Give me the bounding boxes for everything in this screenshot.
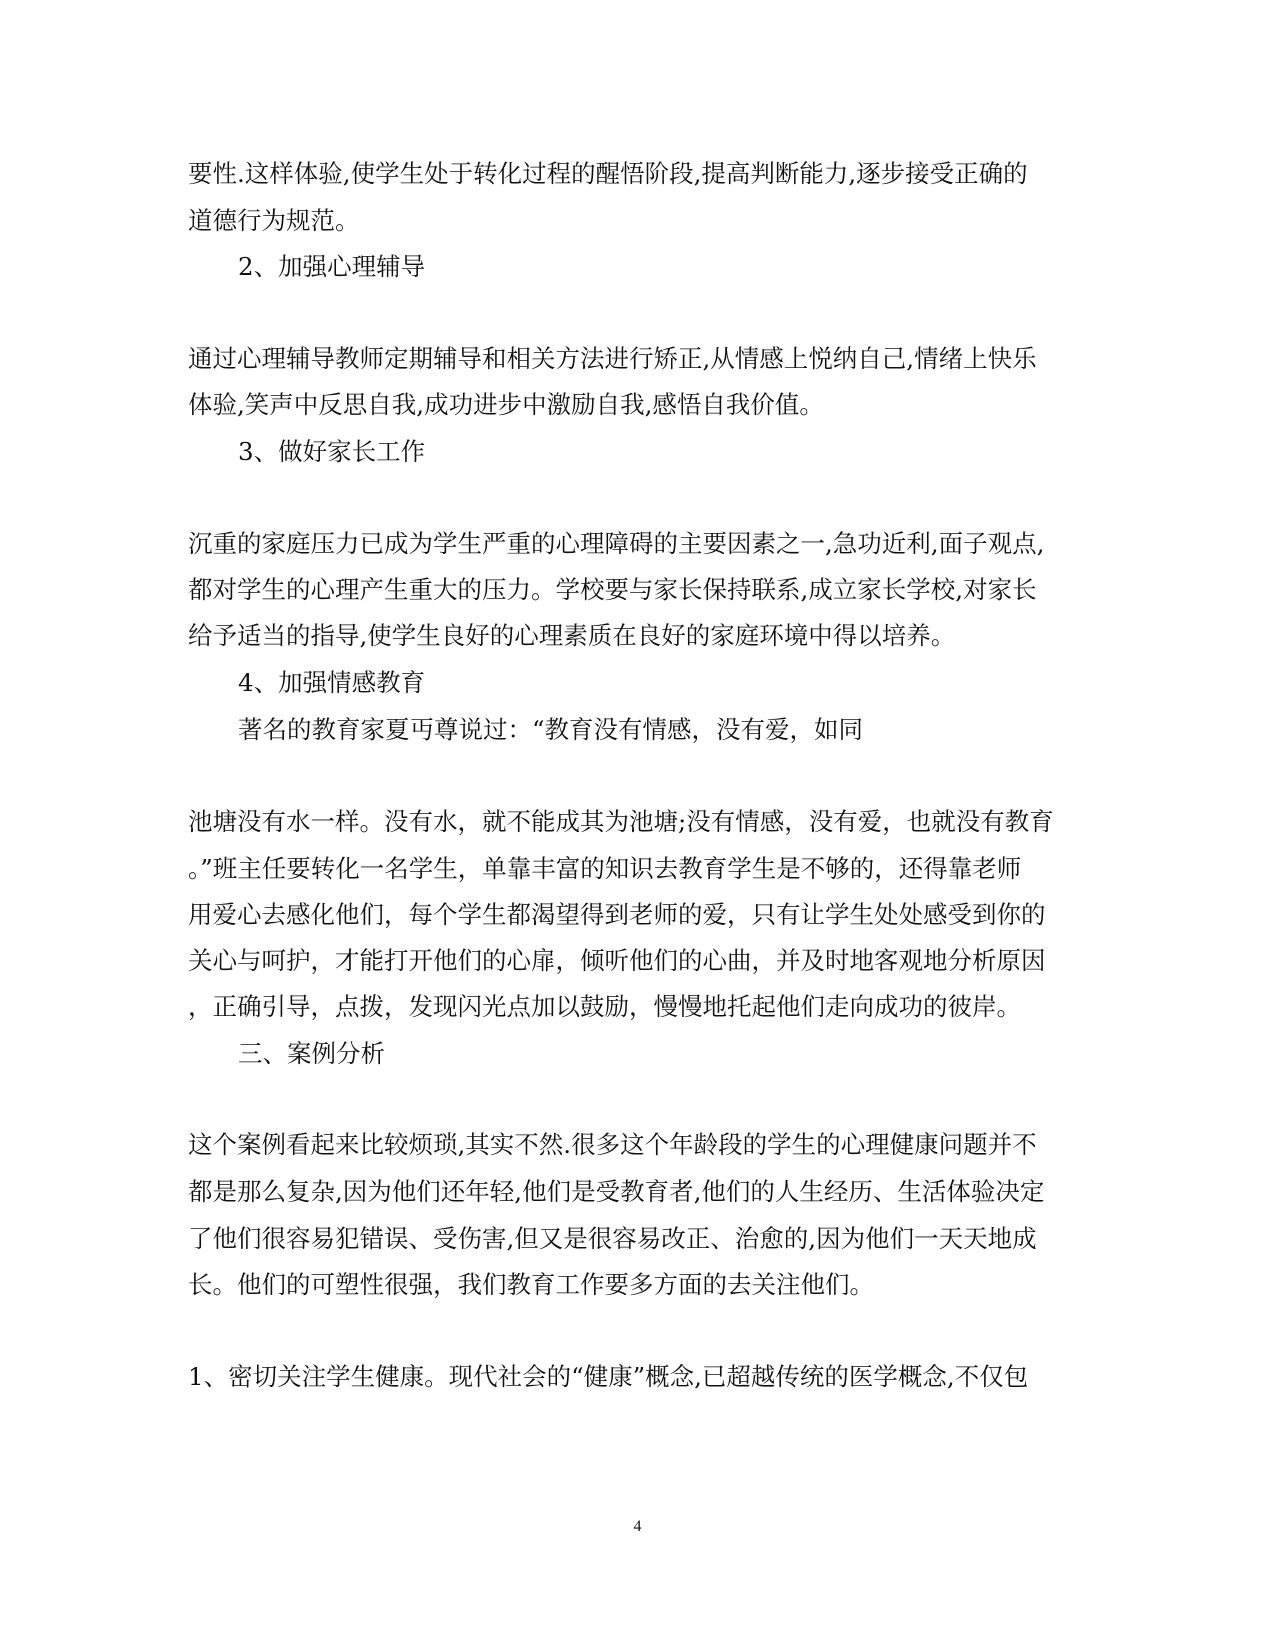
body-text-line: 道德行为规范。 [188,206,360,235]
section-heading: 3、做好家长工作 [238,437,426,466]
body-text-line: 用爱心去感化他们，每个学生都渴望得到老师的爱，只有让学生处处感受到你的 [188,900,1046,929]
section-heading: 2、加强心理辅导 [238,252,426,281]
section-heading: 三、案例分析 [238,1039,385,1068]
page-number: 4 [633,1518,642,1535]
body-text-line: 著名的教育家夏丏尊说过：“教育没有情感，没有爱，如同 [238,715,864,744]
body-text-line: 关心与呵护，才能打开他们的心扉，倾听他们的心曲，并及时地客观地分析原因 [188,946,1046,975]
body-text-line: 长。他们的可塑性很强，我们教育工作要多方面的去关注他们。 [188,1270,874,1299]
body-text-line: 池塘没有水一样。没有水，就不能成其为池塘;没有情感，没有爱，也就没有教育 [188,807,1054,836]
body-text-line: 体验,笑声中反思自我,成功进步中激励自我,感悟自我价值。 [188,390,824,419]
body-text-line: 给予适当的指导,使学生良好的心理素质在良好的家庭环境中得以培养。 [188,621,956,650]
body-text-line: 1、密切关注学生健康。现代社会的“健康”概念,已超越传统的医学概念,不仅包 [188,1362,1029,1391]
body-text-line: 这个案例看起来比较烦琐,其实不然.很多这个年龄段的学生的心理健康问题并不 [188,1130,1037,1159]
body-text-line: 了他们很容易犯错误、受伤害,但又是很容易改正、治愈的,因为他们一天天地成 [188,1224,1037,1253]
body-text-line: 。”班主任要转化一名学生，单靠丰富的知识去教育学生是不够的，还得靠老师 [188,854,1022,883]
body-text-line: 通过心理辅导教师定期辅导和相关方法进行矫正,从情感上悦纳自己,情绪上快乐 [188,344,1037,373]
body-text-line: 要性.这样体验,使学生处于转化过程的醒悟阶段,提高判断能力,逐步接受正确的 [188,159,1028,188]
section-heading: 4、加强情感教育 [238,668,426,697]
body-text-line: 都是那么复杂,因为他们还年轻,他们是受教育者,他们的人生经历、生活体验决定 [188,1177,1045,1206]
body-text-line: 都对学生的心理产生重大的压力。学校要与家长保持联系,成立家长学校,对家长 [188,575,1037,604]
body-text-line: ，正确引导，点拨，发现闪光点加以鼓励，慢慢地托起他们走向成功的彼岸。 [188,992,1021,1021]
body-text-line: 沉重的家庭压力已成为学生严重的心理障碍的主要因素之一,急功近利,面子观点, [188,529,1045,558]
